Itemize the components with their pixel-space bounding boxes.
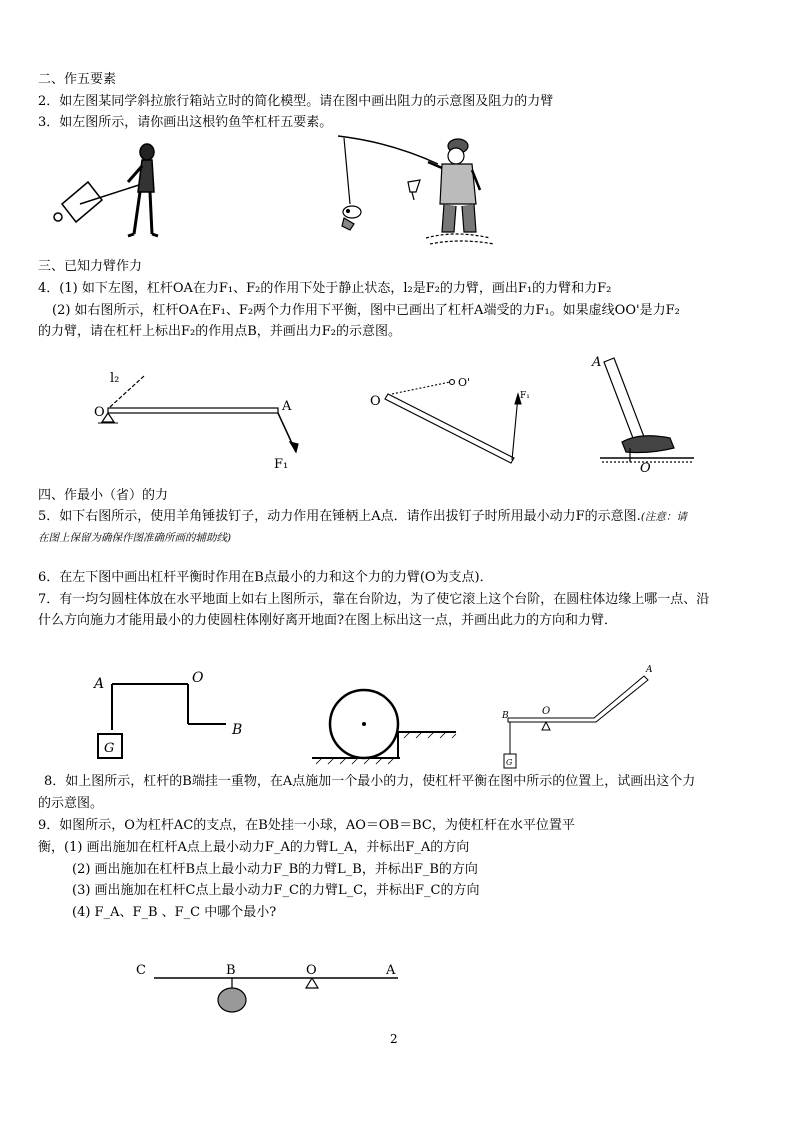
fishing-rod-figure [330,134,505,249]
question-4-2a: (2) 如右图所示，杠杆OA在F₁、F₂两个力作用下平衡，图中已画出了杠杆A端受的力F₁。如果虚线OO'是力F₂ [52,303,680,318]
question-5-text: 5．如下右图所示，使用羊角锤拔钉子，动力作用在锤柄上A点．请作出拔钉子时所用最小动力F的示意图. [38,509,641,524]
question-8a: 8．如上图所示，杠杆的B端挂一重物，在A点施加一个最小的力，使杠杆平衡在图中所示的位置上，试画出这个力 [44,774,696,789]
question-9a: 9．如图所示，O为杠杆AC的支点，在B处挂一小球，AO＝OB＝BC，为使杠杆在水平位置平 [38,818,575,833]
label-O-bent: O [192,670,204,686]
label-G-bent: G [104,741,115,756]
slanted-lever-figure [368,372,548,472]
question-7a: 7．有一均匀圆柱体放在水平地面上如右上图所示，靠在台阶边，为了使它滚上这个台阶，在圆柱体边缘上哪一点、沿 [38,592,710,607]
suitcase-figure [50,142,190,242]
label-A: A [282,399,292,414]
label-F1-small: F₁ [520,391,530,401]
label-C: C [136,963,146,978]
question-5-note: (注意：请 [640,511,687,523]
label-B-bent: B [232,722,243,738]
question-4-2b: 的力臂，请在杠杆上标出F₂的作用点B，并画出力F₂的示意图。 [38,324,402,339]
label-A-bent: A [94,676,105,692]
section-heading-three: 三、已知力臂作力 [38,259,143,274]
label-A-ca: A [386,963,396,978]
lever-ca-figure [130,958,420,1028]
label-A-arm: A [646,665,653,675]
question-9e: (4) F_A、F_B 、F_C 中哪个最小? [72,905,277,920]
label-G-arm: G [506,758,513,767]
cylinder-step-figure [310,688,460,768]
label-O-2: O [370,394,381,409]
label-O-hammer: O [640,461,651,476]
label-O-ca: O [306,963,317,978]
question-6: 6．在左下图中画出杠杆平衡时作用在B点最小的力和这个力的力臂(O为支点)． [38,570,493,585]
question-9c: (2) 画出施加在杠杆B点上最小动力F_B的力臂L_B，并标出F_B的方向 [72,862,478,877]
question-2: 2．如左图某同学斜拉旅行箱站立时的简化模型。请在图中画出阻力的示意图及阻力的力臂 [38,94,554,109]
lever-oa-figure [90,360,330,480]
label-A-hammer: A [592,355,602,370]
question-7b: 什么方向施力才能用最小的力使圆柱体刚好离开地面?在图上标出这一点，并画出此力的方向和力臂． [38,613,617,628]
label-B-arm: B [502,711,509,721]
bent-arm-lever-figure [496,658,666,778]
page-number: 2 [390,1032,398,1046]
question-5a [38,507,687,527]
question-9d: (3) 画出施加在杠杆C点上最小动力F_C的力臂L_C，并标出F_C的方向 [72,883,480,898]
question-5-note-2: 在图上保留为确保作图准确所画的辅助线) [38,532,232,544]
label-B-ca: B [226,963,236,978]
question-9b: 衡，(1) 画出施加在杠杆A点上最小动力F_A的力臂L_A，并标出F_A的方向 [38,840,470,855]
label-O-arm: O [542,706,551,717]
question-4-1: 4．(1) 如下左图，杠杆OA在力F₁、F₂的作用下处于静止状态，l₂是F₂的力臂，画出F₁的力臂和力F₂ [38,281,612,296]
label-F1: F₁ [274,457,289,472]
label-O: O [94,405,105,420]
section-heading-four: 四、作最小（省）的力 [38,488,169,503]
section-heading-two: 二、作五要素 [38,72,117,87]
label-l2: l₂ [110,371,120,386]
bent-lever-figure [92,666,262,776]
question-3: 3．如左图所示，请你画出这根钓鱼竿杠杆五要素。 [38,115,333,130]
question-8b: 的示意图。 [38,796,104,811]
label-O-prime: O' [458,376,471,389]
claw-hammer-figure [590,352,700,476]
